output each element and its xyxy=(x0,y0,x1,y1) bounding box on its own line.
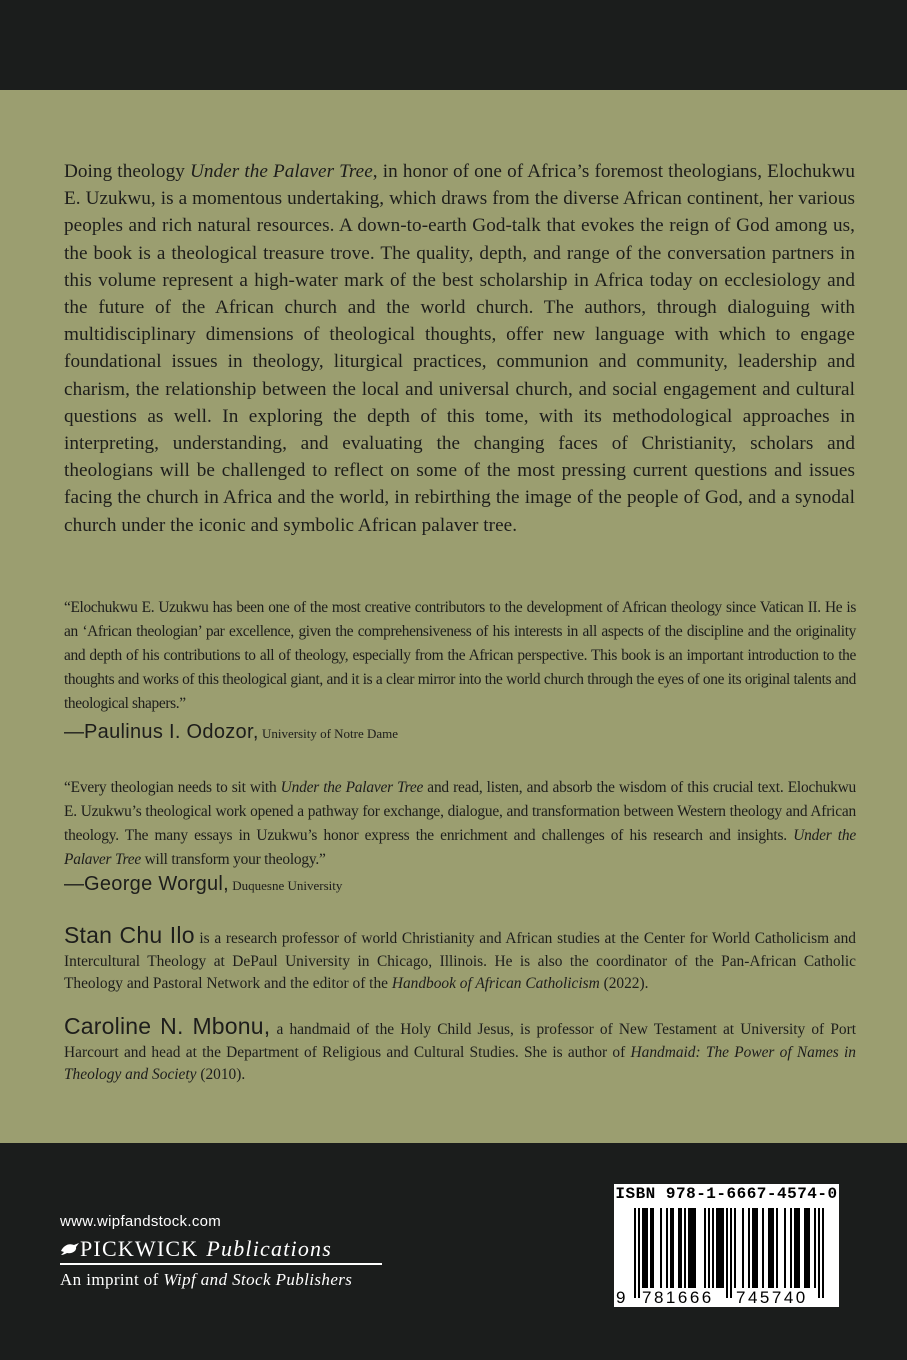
barcode-bar xyxy=(794,1208,796,1288)
barcode-bar xyxy=(726,1208,728,1298)
barcode-bar xyxy=(704,1208,706,1288)
barcode-bar xyxy=(672,1208,674,1288)
barcode-bar xyxy=(646,1208,648,1288)
barcode-bar xyxy=(716,1208,718,1288)
barcode-bars xyxy=(614,1184,839,1307)
barcode-bar xyxy=(796,1208,798,1288)
publisher-block xyxy=(60,1213,382,1290)
endorsement-attribution-worgul: —George Worgul, Duquesne University xyxy=(64,873,343,895)
top-dark-band xyxy=(0,0,907,90)
endorser-affiliation: University of Notre Dame xyxy=(258,726,399,741)
pickwick-bird-icon xyxy=(60,1242,80,1256)
barcode-bar xyxy=(692,1208,694,1288)
barcode-bar xyxy=(688,1208,690,1288)
barcode-bar xyxy=(670,1208,672,1288)
barcode-bar xyxy=(790,1208,792,1288)
publisher-logo: PICKWICK Publications xyxy=(60,1236,382,1262)
barcode-bar xyxy=(814,1208,816,1288)
endorser-name: Paulinus I. Odozor, xyxy=(84,721,259,743)
endorsement-attribution-odozor: —Paulinus I. Odozor, University of Notre Dame xyxy=(64,721,399,743)
barcode-first-digit: 9 xyxy=(616,1288,628,1307)
barcode-bar xyxy=(748,1208,750,1288)
barcode-bar xyxy=(770,1208,772,1288)
barcode-bar xyxy=(798,1208,800,1288)
isbn-label: ISBN 978-1-6667-4574-0 xyxy=(615,1185,838,1203)
barcode-bar xyxy=(768,1208,770,1288)
barcode-bar xyxy=(712,1208,714,1288)
barcode-bar xyxy=(680,1208,682,1288)
barcode-bar xyxy=(660,1208,662,1288)
publisher-imprint: An imprint of Wipf and Stock Publishers xyxy=(60,1270,353,1289)
barcode-bar xyxy=(718,1208,720,1288)
barcode-bar xyxy=(806,1208,808,1288)
barcode-bar xyxy=(638,1208,640,1298)
barcode-right-digits: 745740 xyxy=(736,1288,808,1307)
editor-bio-ilo: Stan Chu Ilo is a research professor of world Christianity and African studies at the Center for World Catholicism and Intercultural Theology at DePaul University in Chicago, Illinois. He is also the coordinator of the Pan-African Catholic Theology and Pastoral Network and the editor of the Handbook of African Catholicism (2022). xyxy=(64,922,856,993)
editor-name: Caroline N. Mbonu, xyxy=(64,1013,271,1039)
endorser-name: George Worgul, xyxy=(84,873,230,895)
isbn-barcode xyxy=(614,1184,839,1307)
publisher-divider xyxy=(60,1263,382,1265)
barcode-bar xyxy=(634,1208,636,1298)
barcode-bar xyxy=(730,1208,732,1298)
endorsement-quote-odozor: “Elochukwu E. Uzukwu has been one of the most creative contributors to the development of African theology since Vatican II. He is an ‘African theologian’ par excellence, given the comprehensiveness of his interests in all aspects of the discipline and the originality and depth of his contributions to all of theology, especially from the African perspective. This book is an important introduction to the thoughts and works of this theological giant, and it is a clear mirror into the world church through the eyes of one its original talents and theological shapers.” xyxy=(64,599,856,712)
book-description: Doing theology Under the Palaver Tree, in honor of one of Africa’s foremost theologians, Elochukwu E. Uzukwu, is a momentous undertaking, which draws from the diverse African continent, her various peoples and rich natural resources. A down-to-earth God-talk that evokes the reign of God among us, the book is a theological treasure trove. The quality, depth, and range of the conversation partners in this volume represent a high-water mark of the best scholarship in Africa today on ecclesiology and the future of the African church and the world church. The authors, through dialoguing with multidisciplinary dimensions of theological thoughts, offer new language with which to engage foundational issues in theology, liturgical practices, communion and community, leadership and charism, the relationship between the local and universal church, and social engagement and cultural questions as well. In exploring the depth of this tome, with its methodological approaches in interpreting, understanding, and evaluating the changing faces of Christianity, scholars and theologians will be challenged to reflect on some of the most pressing current questions and issues facing the church in Africa and the world, in rebirthing the image of the people of God, and a synodal church under the iconic and symbolic African palaver tree. xyxy=(64,161,855,536)
barcode-bar xyxy=(708,1208,710,1288)
barcode-bar xyxy=(818,1208,820,1298)
barcode-bar xyxy=(652,1208,654,1288)
barcode-bar xyxy=(784,1208,786,1288)
barcode-bar xyxy=(808,1208,810,1288)
barcode-bar xyxy=(756,1208,758,1288)
endorser-affiliation: Duquesne University xyxy=(229,878,343,893)
barcode-left-digits: 781666 xyxy=(642,1288,714,1307)
barcode-bar xyxy=(772,1208,774,1288)
barcode-bar xyxy=(722,1208,724,1288)
barcode-bar xyxy=(752,1208,754,1288)
barcode-bar xyxy=(754,1208,756,1288)
endorsement-quote-worgul: “Every theologian needs to sit with Under the Palaver Tree and read, listen, and absorb the wisdom of this crucial text. Elochukwu E. Uzukwu’s theological work opened a pathway for exchange, dialogue, and transformation between Western theology and African theology. The many essays in Uzukwu’s honor express the enrichment and challenges of his research and insights. Under the Palaver Tree will transform your theology.” xyxy=(64,779,856,868)
barcode-bar xyxy=(690,1208,692,1288)
barcode-bar xyxy=(776,1208,778,1288)
barcode-bar xyxy=(734,1208,736,1288)
barcode-bar xyxy=(678,1208,680,1288)
editor-bio-mbonu: Caroline N. Mbonu, a handmaid of the Holy Child Jesus, is professor of New Testament at University of Port Harcourt and head at the Department of Religious and Cultural Studies. She is author of Handmaid: The Power of Names in Theology and Society (2010). xyxy=(64,1013,857,1084)
barcode-bar xyxy=(644,1208,646,1288)
barcode-bar xyxy=(650,1208,652,1288)
barcode-bar xyxy=(642,1208,644,1288)
barcode-bar xyxy=(666,1208,668,1288)
barcode-bar xyxy=(742,1208,744,1288)
barcode-bar xyxy=(720,1208,722,1288)
barcode-bar xyxy=(694,1208,696,1288)
barcode-bar xyxy=(804,1208,806,1288)
barcode-bar xyxy=(684,1208,686,1288)
barcode-bar xyxy=(762,1208,764,1288)
barcode-bar xyxy=(822,1208,824,1298)
publisher-url[interactable]: www.wipfandstock.com xyxy=(60,1213,222,1230)
editor-name: Stan Chu Ilo xyxy=(64,922,195,948)
